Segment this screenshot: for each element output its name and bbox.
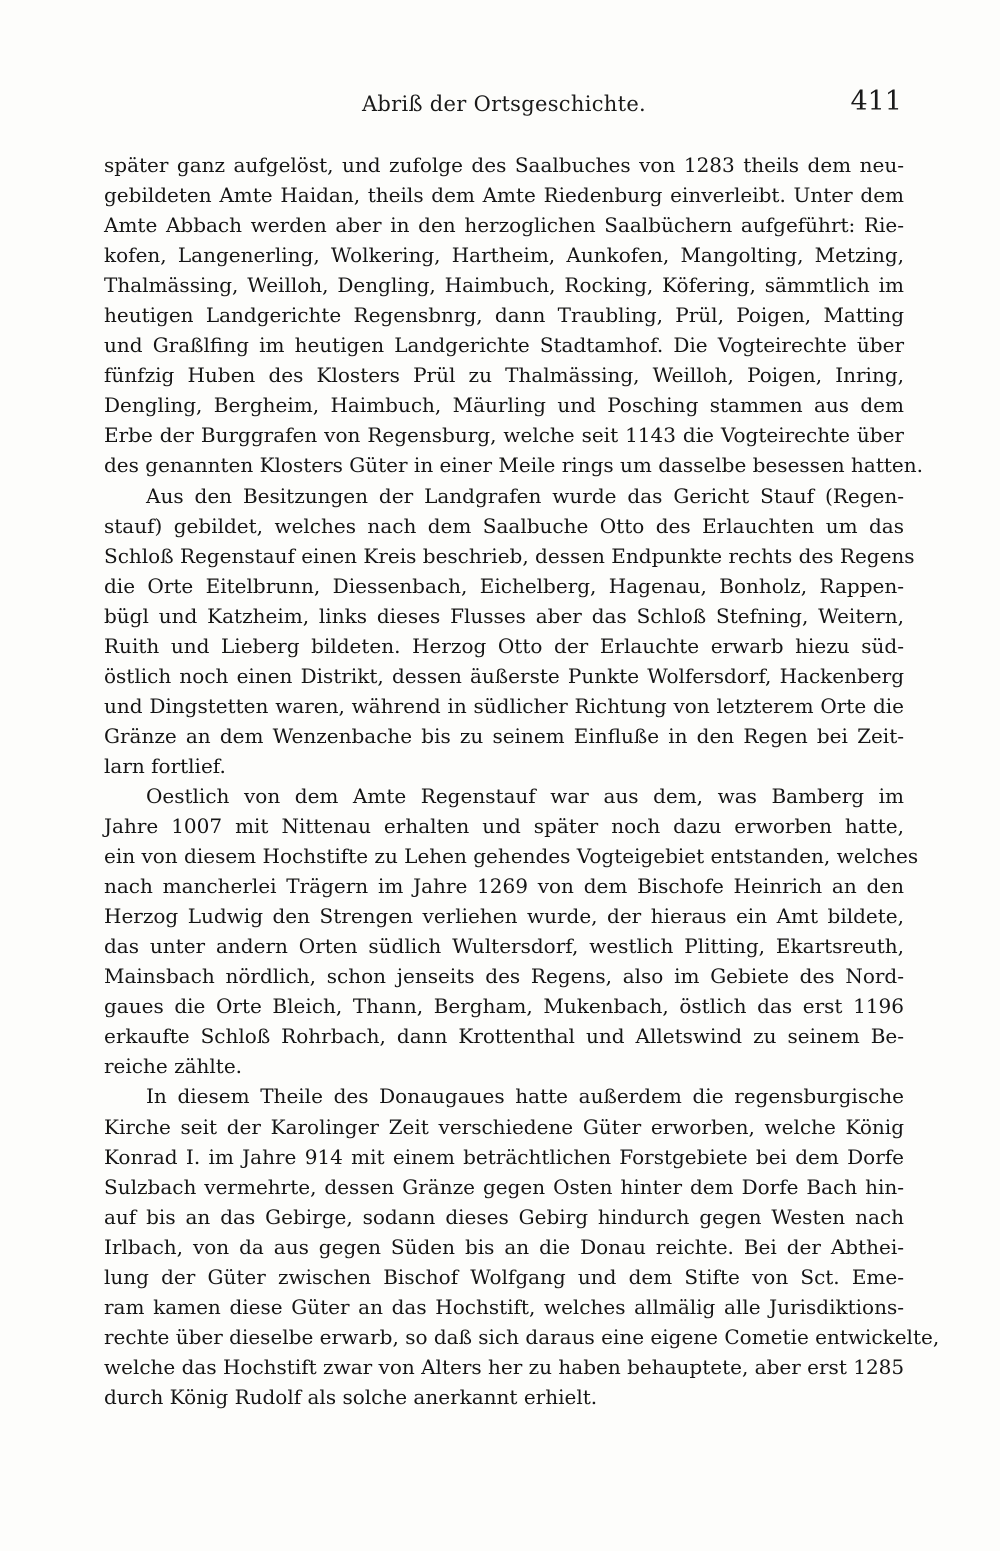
page-header xyxy=(104,86,904,126)
text-line: Irlbach, von da aus gegen Süden bis an die Donau reichte. Bei der Abthei- xyxy=(104,1234,904,1259)
text-line: reiche zählte. xyxy=(104,1054,243,1079)
text-line: gebildeten Amte Haidan, theils dem Amte Riedenburg einverleibt. Unter dem xyxy=(104,183,904,208)
text-line: ram kamen diese Güter an das Hochstift, welches allmälig alle Jurisdiktions- xyxy=(104,1294,904,1319)
text-line: Oestlich von dem Amte Regenstauf war aus dem, was Bamberg im xyxy=(146,783,904,808)
text-line: heutigen Landgerichte Regensbnrg, dann Traubling, Prül, Poigen, Matting xyxy=(104,303,904,328)
text-line: Schloß Regenstauf einen Kreis beschrieb, dessen Endpunkte rechts des Regens xyxy=(104,543,915,568)
text-line: erkaufte Schloß Rohrbach, dann Krottenthal und Alletswind zu seinem Be- xyxy=(104,1024,904,1049)
text-line: kofen, Langenerling, Wolkering, Hartheim, Aunkofen, Mangolting, Metzing, xyxy=(104,243,904,268)
text-line: später ganz aufgelöst, und zufolge des Saalbuches von 1283 theils dem neu- xyxy=(104,153,904,177)
text-line: ein von diesem Hochstifte zu Lehen gehendes Vogteigebiet entstanden, welches xyxy=(104,844,919,869)
text-line: Amte Abbach werden aber in den herzoglichen Saalbüchern aufgeführt: Rie- xyxy=(104,213,904,238)
text-line: Dengling, Bergheim, Haimbuch, Mäurling und Posching stammen aus dem xyxy=(104,393,904,418)
text-line: und Graßlfing im heutigen Landgerichte Stadtamhof. Die Vogteirechte über xyxy=(104,333,904,358)
text-line: Ruith und Lieberg bildeten. Herzog Otto der Erlauchte erwarb hiezu süd- xyxy=(104,633,904,658)
text-line: auf bis an das Gebirge, sodann dieses Gebirg hindurch gegen Westen nach xyxy=(104,1204,904,1229)
text-line: rechte über dieselbe erwarb, so daß sich daraus eine eigene Cometie entwickelte, xyxy=(104,1324,940,1349)
text-line: das unter andern Orten südlich Wultersdorf, westlich Plitting, Ekartsreuth, xyxy=(104,934,904,959)
text-line: stauf) gebildet, welches nach dem Saalbuche Otto des Erlauchten um das xyxy=(104,513,904,538)
text-line: nach mancherlei Trägern im Jahre 1269 von dem Bischofe Heinrich an den xyxy=(104,874,904,899)
text-line: durch König Rudolf als solche anerkannt erhielt. xyxy=(104,1384,598,1409)
page-number: 411 xyxy=(850,86,902,117)
text-line: die Orte Eitelbrunn, Diessenbach, Eichelberg, Hagenau, Bonholz, Rappen- xyxy=(104,573,904,598)
text-line: Konrad I. im Jahre 914 mit einem beträchtlichen Forstgebiete bei dem Dorfe xyxy=(104,1144,904,1169)
text-line: und Dingstetten waren, während in südlicher Richtung von letzterem Orte die xyxy=(104,693,904,718)
body-text xyxy=(104,150,940,1412)
text-line: larn fortlief. xyxy=(104,753,226,778)
text-line: welche das Hochstift zwar von Alters her zu haben behauptete, aber erst 1285 xyxy=(104,1354,905,1379)
text-line: lung der Güter zwischen Bischof Wolfgang und dem Stifte von Sct. Eme- xyxy=(104,1264,904,1289)
text-line: fünfzig Huben des Klosters Prül zu Thalmässing, Weilloh, Poigen, Inring, xyxy=(104,363,904,388)
running-head: Abriß der Ortsgeschichte. xyxy=(361,92,647,116)
text-line: Aus den Besitzungen der Landgrafen wurde das Gericht Stauf (Regen- xyxy=(146,483,904,508)
text-line: Sulzbach vermehrte, dessen Gränze gegen Osten hinter dem Dorfe Bach hin- xyxy=(104,1174,904,1199)
text-line: Erbe der Burggrafen von Regensburg, welche seit 1143 die Vogteirechte über xyxy=(104,423,904,448)
text-line: Thalmässing, Weilloh, Dengling, Haimbuch, Rocking, Köfering, sämmtlich im xyxy=(104,273,904,298)
text-line: Gränze an dem Wenzenbache bis zu seinem Einfluße in den Regen bei Zeit- xyxy=(104,723,904,748)
text-line: östlich noch einen Distrikt, dessen äußerste Punkte Wolfersdorf, Hackenberg xyxy=(104,663,904,688)
text-line: Kirche seit der Karolinger Zeit verschiedene Güter erworben, welche König xyxy=(104,1114,904,1139)
text-line: des genannten Klosters Güter in einer Meile rings um dasselbe besessen hatten. xyxy=(104,453,923,478)
text-line: In diesem Theile des Donaugaues hatte außerdem die regensburgische xyxy=(146,1084,904,1109)
text-line: gaues die Orte Bleich, Thann, Bergham, Mukenbach, östlich das erst 1196 xyxy=(104,994,904,1019)
text-line: Herzog Ludwig den Strengen verliehen wurde, der hieraus ein Amt bildete, xyxy=(104,904,904,929)
text-line: Mainsbach nördlich, schon jenseits des Regens, also im Gebiete des Nord- xyxy=(104,964,904,989)
text-line: Jahre 1007 mit Nittenau erhalten und später noch dazu erworben hatte, xyxy=(104,814,904,839)
text-line: bügl und Katzheim, links dieses Flusses aber das Schloß Stefning, Weitern, xyxy=(104,603,904,628)
